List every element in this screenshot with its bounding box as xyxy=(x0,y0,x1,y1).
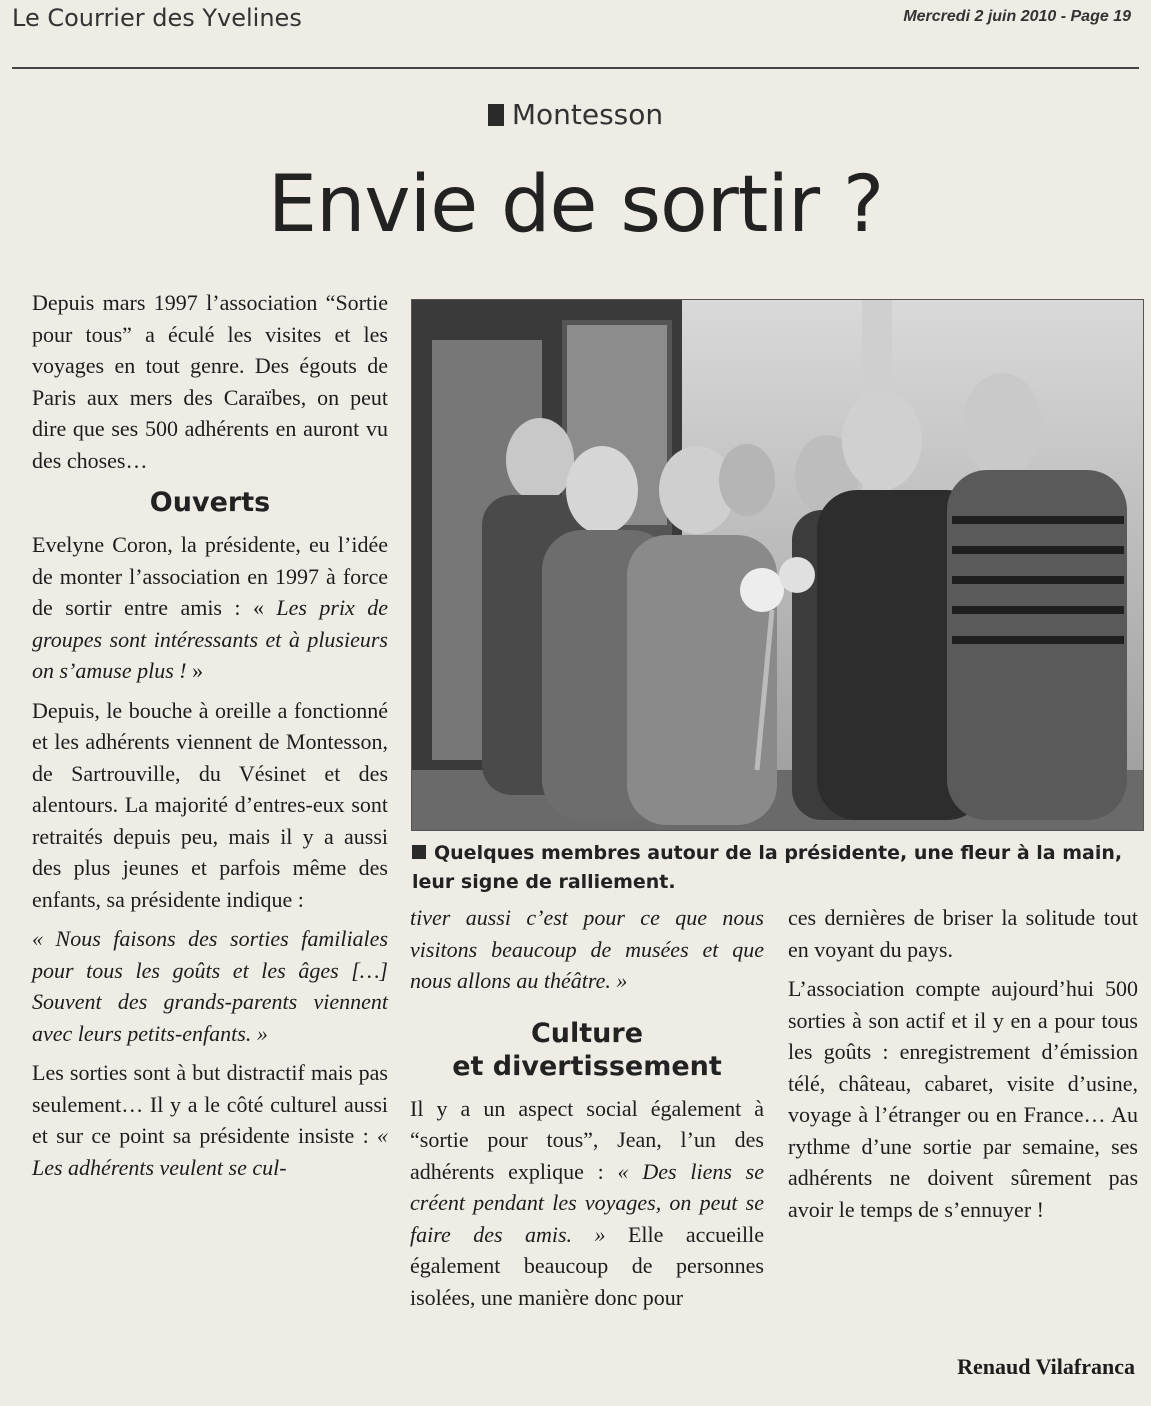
text-run: Les sorties sont à but distractif mais pas seulement… Il y a le côté culturel aussi et sur ce point sa présidente insiste : xyxy=(32,1060,388,1148)
byline: Renaud Vilafranca xyxy=(957,1354,1135,1379)
text-run: » xyxy=(186,658,204,683)
paragraph xyxy=(32,529,388,687)
column-3 xyxy=(788,902,1138,1233)
caption-text: Quelques membres autour de la présidente, une fleur à la main, leur signe de ralliement. xyxy=(412,842,1123,893)
quote-run: « Nous faisons des sorties familiales pour tous les goûts et les âges […] Souvent des grands-parents viennent avec leurs petits-enfants. » xyxy=(32,926,388,1046)
paragraph xyxy=(32,1057,388,1183)
section-name: Montesson xyxy=(511,98,664,131)
text-run: Evelyne Coron, la présidente, eu l’idée de monter l’association en 1997 à force de sortir entre amis : « xyxy=(32,532,388,620)
intro-paragraph: Depuis mars 1997 l’association “Sortie pour tous” a éculé les visites et les voyages en tout genre. Des égouts de Paris aux mers des Caraïbes, on peut dire que ses 500 adhérents en auront vu des choses… xyxy=(32,290,388,473)
quote-run: « Des liens se créent pendant les voyages, on peut se faire des amis. » xyxy=(410,1158,765,1247)
subhead-line: et divertissement xyxy=(452,1050,722,1082)
section-label xyxy=(0,98,1151,131)
section-square-icon xyxy=(488,104,504,126)
date-and-page: Mercredi 2 juin 2010 - Page 19 xyxy=(903,8,1131,25)
caption-square-icon xyxy=(412,845,426,859)
subhead-line: Culture xyxy=(530,1017,644,1049)
paragraph: L’association compte aujourd’hui 500 sorties à son actif et il y en a pour tous les goûts : enregistrement d’émission télé, château, cabaret, visite d’usine, voyage à l’étranger ou en France… Au rythme d’une sortie par semaine, ses adhérents ne doivent sûrement pas avoir le temps de s’ennuyer ! xyxy=(788,976,1138,1222)
photo-caption xyxy=(412,839,1142,897)
masthead-rule xyxy=(12,67,1139,69)
column-2 xyxy=(410,902,764,1321)
column-1 xyxy=(32,287,388,1191)
paragraph: ces dernières de briser la solitude tout en voyant du pays. xyxy=(788,905,1138,962)
quote-paragraph xyxy=(410,902,764,997)
quote-run: « Les adhérents veulent se cul- xyxy=(32,1123,389,1180)
subhead-culture xyxy=(410,1017,764,1083)
subhead-ouverts: Ouverts xyxy=(149,487,271,518)
quote-paragraph xyxy=(32,923,388,1049)
quote-run: tiver aussi c’est pour ce que nous visitons beaucoup de musées et que nous allons au théâtre. » xyxy=(410,905,764,993)
text-run: Elle accueille également beaucoup de personnes isolées, une manière donc pour xyxy=(410,1221,765,1310)
newspaper-name: Le Courrier des Yvelines xyxy=(12,4,302,32)
group-photo xyxy=(411,299,1144,831)
quote-run: Les prix de groupes sont intéressants et à plusieurs on s’amuse plus ! xyxy=(32,595,389,683)
headline: Envie de sortir ? xyxy=(267,160,884,250)
group-photo-illustration xyxy=(412,300,1143,830)
text-run: Il y a un aspect social également à “sortie pour tous”, Jean, l’un des adhérents explique : xyxy=(410,1095,764,1184)
paragraph: Depuis, le bouche à oreille a fonctionné et les adhérents viennent de Montesson, de Sartrouville, du Vésinet et des alentours. La majorité d’entres-eux sont retraités depuis peu, mais il y a aussi des plus jeunes et parfois même des enfants, sa présidente indique : xyxy=(32,697,388,912)
paragraph xyxy=(410,1093,764,1314)
